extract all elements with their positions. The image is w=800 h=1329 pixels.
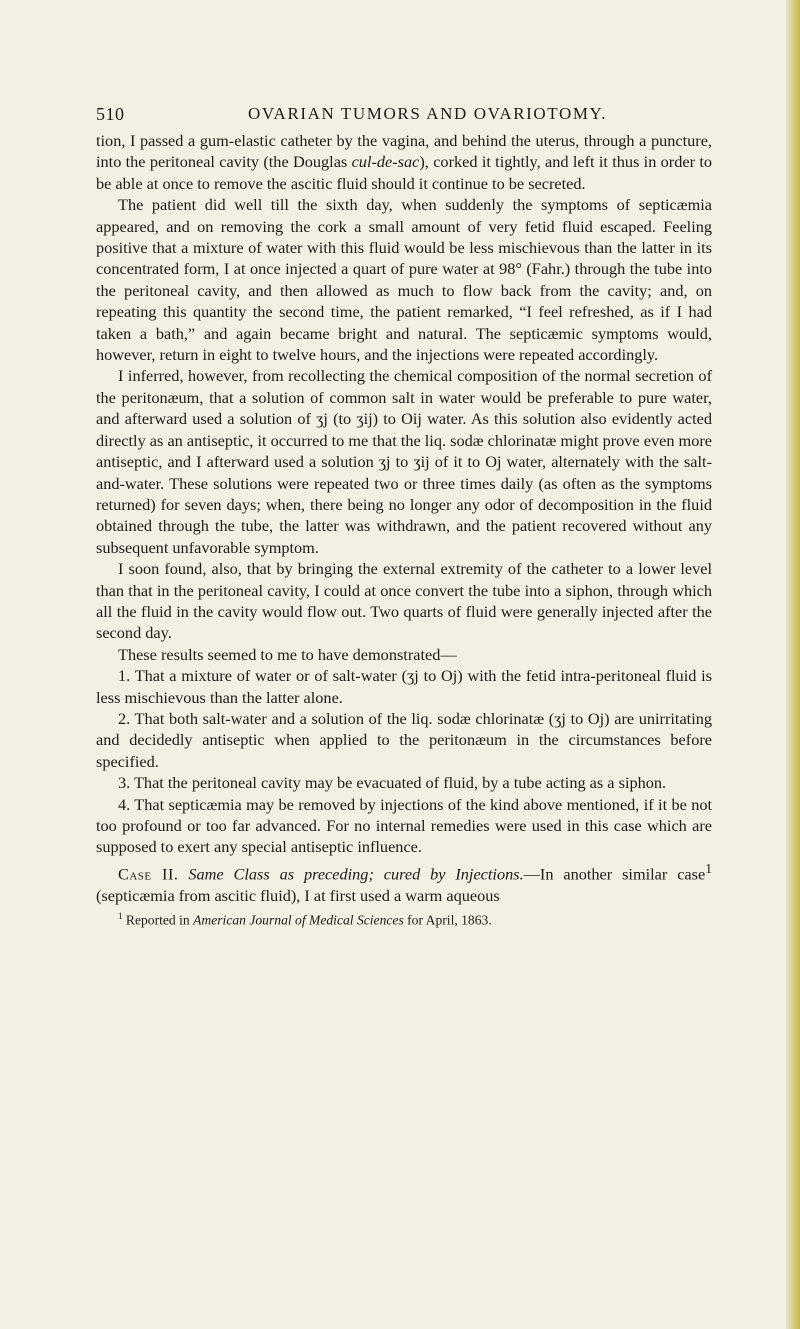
running-title: OVARIAN TUMORS AND OVARIOTOMY. [248, 104, 608, 123]
list-item: 2. That both salt-water and a solution of the liq. sodæ chlorinatæ (ʒj to Oj) are unirritating and decidedly antiseptic when applied to the peritonæum in the circumstances before specified. [96, 708, 712, 771]
footnote-journal: American Journal of Medical Sciences [193, 912, 404, 928]
paragraph: I soon found, also, that by bringing the external extremity of the catheter to a lower level than that in the peritoneal cavity, I could at once convert the tube into a siphon, through which all the fluid in the cavity would flow out. Two quarts of fluid were generally injected after the second day. [96, 559, 712, 643]
paragraph: I inferred, however, from recollecting the chemical composition of the normal secretion of the peritonæum, that a solution of common salt in water would be preferable to pure water, and afterward used a solution of ʒj (to ʒij) to Oij water. As this solution also evidently acted directly as an antiseptic, it occurred to me that the liq. sodæ chlorinatæ might prove even more antiseptic, and I afterward used a solution ʒj to ʒij of it to Oj water, alternately with the salt-and-water. These solutions were repeated two or three times daily (as often as the symptoms returned) for seven days; when, there being no longer any odor of decomposition in the fluid obtained through the tube, the latter was withdrawn, and the patient recovered without any subsequent unfavorable symptom. [96, 366, 712, 557]
footnote-text-end: for April, 1863. [403, 912, 492, 928]
paragraph-continuation: tion, I passed a gum-elastic catheter by the vagina, and behind the uterus, through a puncture, into the peritoneal cavity (the Douglas cul-de-sac), corked it tightly, and left it thus in order to be able at once to remove the ascitic fluid should it continue to be secreted. [96, 131, 712, 193]
case-label: Case II. [118, 864, 179, 884]
paragraph: The patient did well till the sixth day, when suddenly the symptoms of septicæmia appeared, and on removing the cork a small amount of very fetid fluid escaped. Feeling positive that a mixture of water with this fluid would be less mischievous than the latter in its concentrated form, I at once injected a quart of pure water at 98° (Fahr.) through the tube into the peritoneal cavity, and then allowed as much to flow back from the cavity; and, on repeating this quantity the second time, the patient remarked, “I feel refreshed, as if I had taken a bath,” and again became bright and natural. The septicæmic symptoms would, however, return in eight to twelve hours, and the injections were repeated accordingly. [96, 195, 712, 365]
page-edge-binding [786, 0, 800, 1329]
footnote-text: Reported in [122, 912, 194, 928]
case-text: —In another similar case [523, 864, 706, 884]
case-text-continued: (septicæmia from ascitic fluid), I at first used a warm aqueous [96, 885, 500, 905]
body-text [96, 130, 712, 906]
footnote-reference: 1 [705, 860, 713, 876]
page-header [96, 96, 712, 126]
page-number: 510 [96, 104, 125, 124]
book-page [96, 96, 712, 929]
italic-term: cul-de-sac [351, 152, 420, 172]
list-item: 1. That a mixture of water or of salt-water (ʒj to Oj) with the fetid intra-peritoneal fluid is less mischievous than the latter alone. [96, 666, 712, 707]
paragraph: These results seemed to me to have demonstrated— [118, 644, 457, 664]
list-item: 4. That septicæmia may be removed by injections of the kind above mentioned, if it be not too profound or too far advanced. For no internal remedies were used in this case which are supposed to exert any special antiseptic influence. [96, 794, 712, 857]
list-item: 3. That the peritoneal cavity may be evacuated of fluid, by a tube acting as a siphon. [118, 773, 667, 793]
case-paragraph [96, 858, 712, 906]
footnote [96, 908, 712, 929]
case-title: Same Class as preceding; cured by Injections. [188, 864, 524, 884]
footnote-marker: 1 [118, 911, 123, 922]
